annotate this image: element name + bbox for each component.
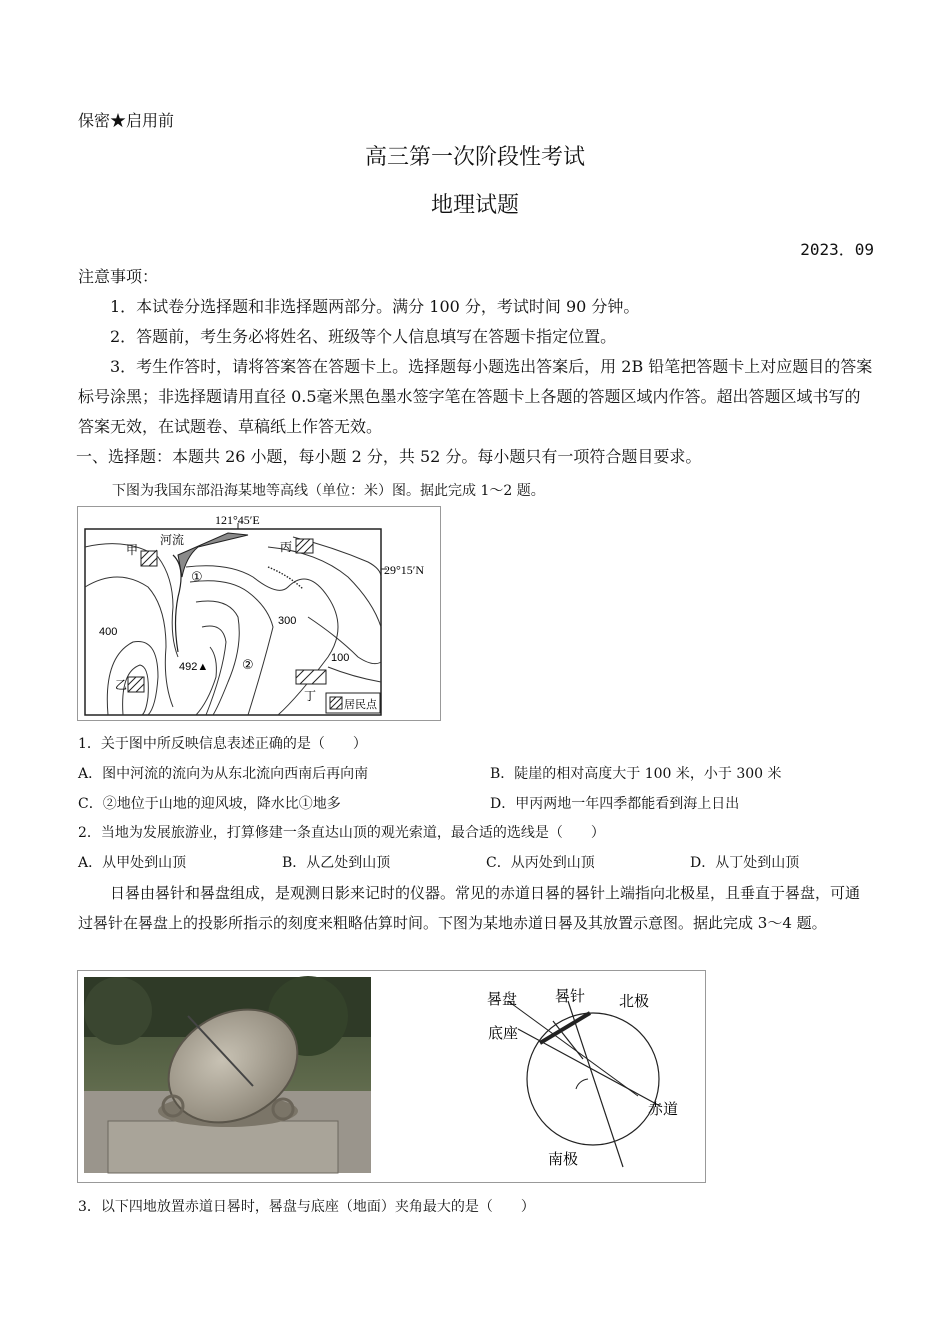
point-2-label: ②: [242, 658, 254, 673]
gnomon-label: 晷针: [555, 987, 586, 1005]
contour-map: [78, 507, 440, 720]
q1-option-d: D．甲丙两地一年四季都能看到海上日出: [490, 796, 740, 812]
notice-item-1: 1．本试卷分选择题和非选择题两部分。满分 100 分，考试时间 90 分钟。: [110, 297, 640, 316]
point-1-label: ①: [191, 570, 203, 585]
contour-300-label: 300: [278, 615, 297, 627]
bing-label: 丙: [280, 540, 293, 554]
sundial-intro-block: [78, 878, 874, 938]
map-intro: 下图为我国东部沿海某地等高线（单位：米）图。据此完成 1～2 题。: [112, 483, 545, 499]
confidential-label: 保密★启用前: [78, 111, 175, 130]
north-pole-label: 北极: [619, 992, 650, 1010]
jia-label: 甲: [126, 543, 139, 557]
q1-stem: 1．关于图中所反映信息表述正确的是（ ）: [78, 736, 367, 752]
q2-option-b: B．从乙处到山顶: [282, 855, 391, 871]
latitude-label: 29°15′N: [384, 563, 425, 577]
ding-label: 丁: [304, 689, 317, 703]
settlement-jia: [141, 550, 157, 566]
notice-item-3: 3．考生作答时，请将答案答在答题卡上。选择题每小题选出答案后，用 2B 铅笔把答题卡上对应题目的答案标号涂黑；非选择题请用直径 0.5毫米黑色墨水签字笔在答题卡上各题的答题区域内作答。超出答题区域书写的答案无效，在试题卷、草稿纸上作答无效。: [78, 357, 873, 436]
q3-stem: 3．以下四地放置赤道日晷时，晷盘与底座（地面）夹角最大的是（ ）: [78, 1199, 535, 1215]
notice-item-2: 2．答题前，考生务必将姓名、班级等个人信息填写在答题卡指定位置。: [110, 327, 617, 346]
longitude-label: 121°45′E: [215, 513, 260, 527]
settlement-ding: [296, 670, 326, 684]
base-label: 底座: [488, 1024, 519, 1042]
sundial-intro: 日晷由晷针和晷盘组成，是观测日影来记时的仪器。常见的赤道日晷的晷针上端指向北极星，且垂直于晷盘，可通过晷针在晷盘上的投影所指示的刻度来粗略估算时间。下图为某地赤道日晷及其放置示意图。据此完成 3～4 题。: [78, 884, 861, 932]
sundial-figure: [77, 970, 706, 1183]
sundial-diagram: [508, 1001, 660, 1167]
settlement-bing: [296, 539, 313, 553]
legend-label: 居民点: [344, 698, 377, 711]
sundial-illustration: [78, 971, 705, 1182]
q2-stem: 2．当地为发展旅游业，打算修建一条直达山顶的观光索道，最合适的选线是（ ）: [78, 825, 605, 841]
q2-option-a: A．从甲处到山顶: [78, 855, 187, 871]
section-heading: 一、选择题：本题共 26 小题，每小题 2 分，共 52 分。每小题只有一项符合题目要求。: [76, 447, 702, 466]
notice-block: [78, 262, 874, 472]
q1-option-b: B．陡崖的相对高度大于 100 米，小于 300 米: [490, 766, 782, 782]
q1-option-c: C．②地位于山地的迎风坡，降水比①地多: [78, 796, 341, 812]
contour-400-label: 400: [99, 626, 118, 638]
equator-label: 赤道: [648, 1100, 679, 1118]
peak-label: 492▲: [179, 661, 209, 673]
contour-100-label: 100: [331, 652, 350, 664]
settlement-yi: [128, 677, 144, 692]
plate-label: 晷盘: [487, 990, 518, 1008]
q1-option-a: A．图中河流的流向为从东北流向西南后再向南: [78, 766, 369, 782]
yi-label: 乙: [115, 678, 128, 692]
q2-option-d: D．从丁处到山顶: [690, 855, 800, 871]
south-pole-label: 南极: [548, 1150, 579, 1168]
legend-swatch: [330, 697, 342, 709]
contour-map-figure: [77, 506, 441, 721]
exam-subject: 地理试题: [430, 193, 519, 218]
exam-title: 高三第一次阶段性考试: [364, 145, 585, 170]
q2-option-c: C．从丙处到山顶: [486, 855, 595, 871]
river-label: 河流: [160, 533, 185, 547]
notice-heading: 注意事项：: [78, 267, 159, 286]
exam-date: 2023．09: [800, 240, 874, 259]
sundial-photo: [84, 976, 371, 1173]
